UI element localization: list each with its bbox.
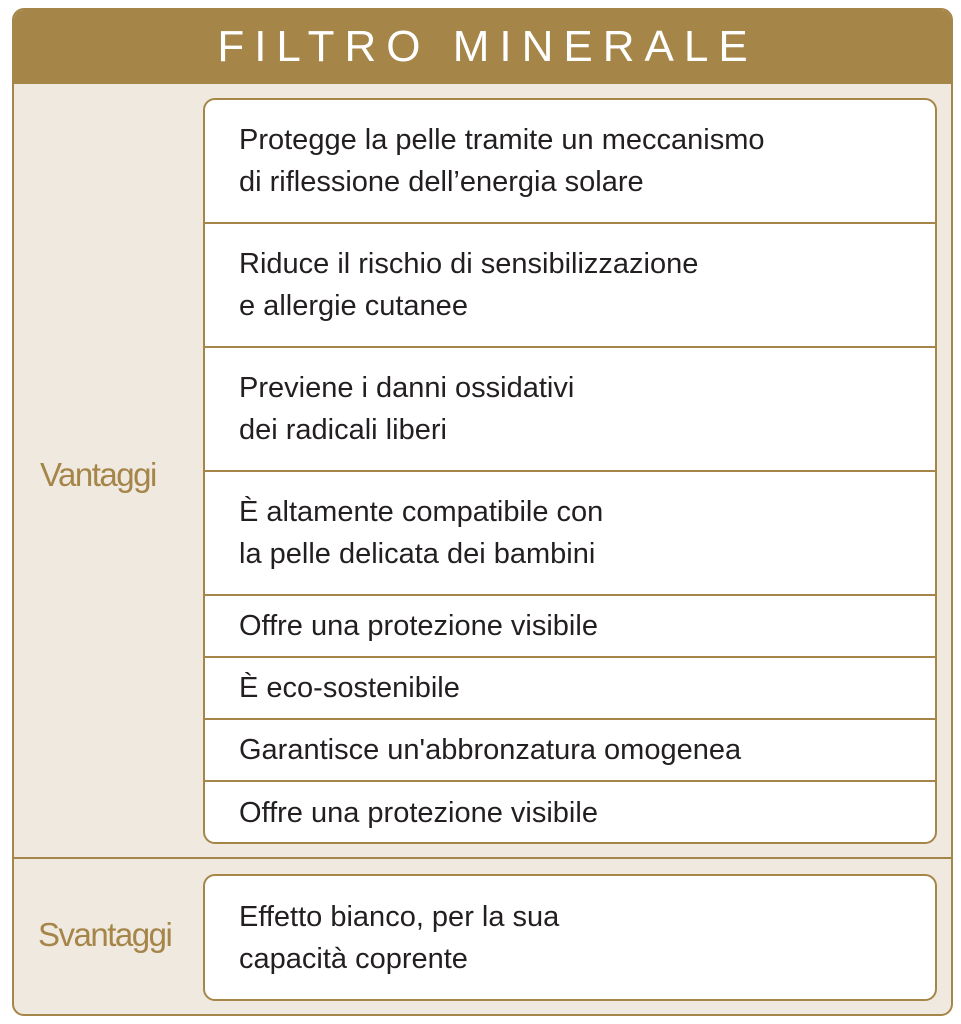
list-item (205, 472, 935, 596)
list-item-text: Offre una protezione visibile (239, 610, 598, 642)
list-item (205, 348, 935, 472)
list-item-text: È eco-sostenibile (239, 672, 460, 704)
list-item (205, 782, 935, 844)
svantaggi-label: Svantaggi (38, 916, 172, 953)
list-item-text: Protegge la pelle tramite un meccanismo di riflessione dell’energia solare (239, 124, 765, 198)
list-item-text: Effetto bianco, per la sua capacità coprente (239, 900, 560, 975)
list-item (205, 224, 935, 348)
list-item (205, 658, 935, 720)
section-divider (14, 857, 951, 859)
card-title: FILTRO MINERALE (14, 10, 951, 84)
vantaggi-label: Vantaggi (40, 456, 156, 493)
svantaggi-list (203, 874, 937, 1001)
list-item (205, 596, 935, 658)
list-item-text: Offre una protezione visibile (239, 797, 598, 829)
list-item-text: È altamente compatibile con la pelle delicata dei bambini (239, 496, 604, 570)
list-item-text: Riduce il rischio di sensibilizzazione e allergie cutanee (239, 248, 699, 322)
filtro-minerale-card (12, 8, 953, 1016)
vantaggi-list (203, 98, 937, 844)
list-item-text: Previene i danni ossidativi dei radicali liberi (239, 372, 575, 446)
list-item (205, 720, 935, 782)
list-item-text: Garantisce un'abbronzatura omogenea (239, 734, 742, 766)
list-item (205, 100, 935, 224)
list-item (205, 876, 935, 999)
